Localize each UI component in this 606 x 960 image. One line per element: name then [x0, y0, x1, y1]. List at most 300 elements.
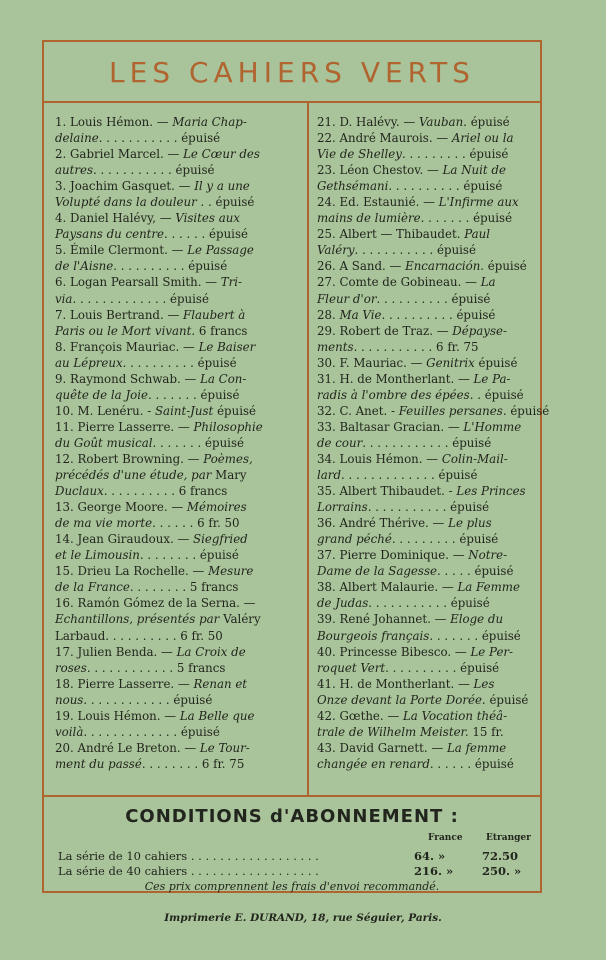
catalog-line [55, 563, 298, 579]
line-leader: . . . . . . . . . [391, 532, 456, 547]
line-author: 11. Pierre Lasserre. — [55, 419, 194, 434]
line-leader: . . . . . . . . . . . . . [83, 724, 178, 739]
line-author: 40. Princesse Bibesco. — [317, 644, 471, 659]
line-title: Tri- [220, 275, 243, 290]
catalog-line [317, 595, 534, 611]
line-title: via [55, 291, 73, 306]
line-status: épuisé [487, 259, 527, 274]
line-author: 33. Baltasar Gracian. — [317, 419, 464, 434]
line-author: 7. Louis Bertrand. — [55, 307, 184, 322]
line-leader: . . . . . . . . . . . [353, 339, 433, 354]
line-status: 15 fr. [472, 724, 504, 739]
catalog-line [55, 146, 298, 162]
catalog-line [317, 323, 534, 339]
line-title: Echantillons, présentés par [55, 612, 220, 627]
line-title: Les Princes [456, 484, 526, 499]
catalog-line [317, 210, 534, 226]
line-leader: . . . . . . . [152, 435, 202, 450]
line-title: Valéry [317, 243, 355, 258]
catalog-line [55, 307, 298, 323]
catalog-line [317, 435, 534, 451]
line-author: 37. Pierre Dominique. — [317, 548, 469, 563]
line-title: L'Infirme aux [438, 195, 519, 210]
line-author: 30. F. Mauriac. — [317, 355, 427, 370]
catalog-line [317, 387, 534, 403]
line-title: La Nuit de [442, 163, 506, 178]
catalog-line [55, 387, 298, 403]
line-author: 21. D. Halévy. — [317, 115, 419, 129]
line-leader: . . . . . . [429, 756, 472, 771]
title-rule [44, 101, 540, 103]
catalog-line [55, 756, 298, 772]
catalog-line [317, 178, 534, 194]
line-title: nous [55, 692, 84, 707]
catalog-line [55, 611, 298, 627]
line-title: Colin-Mail- [441, 451, 508, 466]
line-author: 29. Robert de Traz. — [317, 323, 453, 338]
line-author: 31. H. de Montherlant. — [317, 371, 474, 386]
catalog-line [55, 355, 298, 371]
line-title: Flaubert à [183, 307, 246, 322]
line-title: Onze devant la Porte Dorée. [317, 692, 486, 707]
etranger-header: Etranger [486, 833, 531, 843]
catalog-line [55, 130, 298, 146]
line-status: épuisé [446, 500, 490, 515]
line-author: 18. Pierre Lasserre. — [55, 676, 194, 691]
line-status: épuisé [433, 243, 476, 258]
line-leader: . . . . . . . . [141, 756, 199, 771]
catalog-line [55, 547, 298, 563]
line-title: Siegfried [193, 532, 248, 547]
line-leader: Valéry [219, 612, 261, 627]
line-author: 17. Julien Benda. — [55, 644, 177, 659]
line-leader: . . . . . . . . . . [113, 259, 185, 274]
line-title: La Croix de [176, 644, 246, 659]
line-status: épuisé [465, 147, 509, 162]
catalog-line [55, 291, 298, 307]
price-etranger: 250. » [482, 864, 522, 878]
line-leader: . . . . . . . . . . . . . [72, 291, 167, 306]
line-title: Renan et [193, 676, 248, 691]
line-status: épuisé [510, 403, 550, 418]
line-title: Le Baiser [198, 339, 256, 354]
line-leader: . . . . . . . . . . [103, 484, 175, 499]
line-leader: . . . . . . . . . . [381, 307, 453, 322]
line-title: au Lépreux [55, 355, 123, 370]
line-status: 5 francs [186, 580, 239, 595]
line-title: Bourgeois français [317, 628, 430, 643]
line-title: Maria Chap- [172, 115, 247, 129]
line-title: de la France [55, 580, 130, 595]
line-title: Dépayse- [452, 323, 507, 338]
catalog-line [317, 355, 534, 371]
line-status: 6 francs [174, 484, 228, 499]
line-author: 15. Drieu La Rochelle. — [55, 564, 209, 579]
line-title: Poèmes, [203, 451, 253, 466]
line-leader: . [191, 323, 196, 338]
catalog-line [317, 467, 534, 483]
line-leader: . . . . . . . . . [401, 147, 466, 162]
catalog-line [317, 676, 534, 692]
line-title: Philosophie [193, 419, 263, 434]
line-author: 28. [317, 307, 340, 322]
line-title: Le Passage [187, 243, 254, 258]
line-author: 14. Jean Giraudoux. — [55, 532, 194, 547]
line-status: épuisé [193, 355, 237, 370]
line-status: épuisé [456, 660, 500, 675]
line-title: du Goût musical [55, 435, 153, 450]
line-status: épuisé [217, 403, 257, 418]
line-title: Saint-Just [154, 403, 214, 418]
line-title: trale de Wilhelm Meister. [317, 724, 469, 739]
line-leader: . . . . . [437, 564, 471, 579]
catalog-line [55, 451, 298, 467]
line-title: Le Tour- [199, 740, 250, 755]
line-title: de l'Aisne [55, 259, 114, 274]
line-title: La Vocation théâ- [402, 708, 508, 723]
line-leader: . . . . . . . . . . [388, 179, 460, 194]
line-status: épuisé [201, 435, 244, 450]
catalog-line [55, 676, 298, 692]
conditions-rule [44, 795, 540, 797]
line-status: épuisé [177, 131, 221, 146]
catalog-line [317, 162, 534, 178]
line-status: épuisé [478, 628, 521, 643]
line-title: La Con- [200, 371, 247, 386]
catalog-line [317, 628, 534, 644]
line-status: épuisé [452, 307, 496, 322]
line-author: 32. C. Anet. - [317, 403, 399, 418]
line-title: grand péché [317, 532, 392, 547]
line-author: 16. Ramón Gómez de la Serna. — [55, 596, 256, 611]
line-status: épuisé [434, 468, 478, 483]
catalog-line [317, 644, 534, 660]
line-author: 34. Louis Hémon. — [317, 451, 442, 466]
line-author: 42. Gœthe. — [317, 708, 403, 723]
catalog-line [55, 323, 298, 339]
line-author: 5. Émile Clermont. — [55, 243, 188, 258]
line-leader: . . . . . . . [429, 628, 479, 643]
line-title: Le plus [448, 516, 492, 531]
line-title: ment du passé [55, 756, 142, 771]
line-author: 2. Gabriel Marcel. — [55, 147, 184, 162]
line-author: 38. Albert Malaurie. — [317, 580, 458, 595]
line-title: roses [55, 660, 87, 675]
catalog-line [317, 307, 534, 323]
catalog-line [55, 435, 298, 451]
line-status: épuisé [166, 291, 209, 306]
line-author: 8. François Mauriac. — [55, 339, 199, 354]
line-leader: . . . . . . . . . . . . . [341, 468, 435, 483]
line-title: La femme [446, 740, 507, 755]
catalog-line [317, 339, 534, 355]
line-author: 43. David Garnett. — [317, 740, 447, 755]
line-title: roquet Vert [317, 660, 386, 675]
line-title: delaine [55, 131, 99, 146]
line-status: épuisé [489, 692, 529, 707]
catalog-line [55, 724, 298, 740]
line-title: voilà [55, 724, 84, 739]
catalog-line [317, 692, 534, 708]
line-title: L'Homme [463, 419, 522, 434]
catalog-line [317, 756, 534, 772]
catalog-line [317, 419, 534, 435]
line-title: lard [317, 468, 341, 483]
line-status: épuisé [169, 692, 213, 707]
line-status: épuisé [177, 724, 220, 739]
line-title: Mesure [208, 564, 254, 579]
price-row-label: La série de 10 cahiers . . . . . . . . . . . . . . . . . . [58, 849, 319, 863]
line-title: autres [55, 163, 94, 178]
line-status: épuisé [455, 532, 499, 547]
line-title: Le Pa- [473, 371, 511, 386]
catalog-line [317, 226, 534, 242]
catalog-right-column [317, 114, 550, 772]
catalog-line [317, 130, 534, 146]
catalog-line [55, 178, 298, 194]
line-status: épuisé [171, 163, 215, 178]
catalog-line [55, 499, 298, 515]
line-leader: . . . . . . . [148, 387, 197, 402]
catalog-line [317, 146, 534, 162]
line-title: de ma vie morte [55, 516, 153, 531]
column-divider [307, 103, 309, 795]
line-title: Paris ou le Mort vivant [55, 323, 192, 338]
line-title: Vie de Shelley [317, 147, 402, 162]
line-leader: . . . . . . . . [129, 580, 187, 595]
catalog-line [317, 403, 550, 419]
catalog-line [55, 740, 298, 756]
line-title: Les [473, 676, 495, 691]
line-leader: . . . . . . . . [139, 548, 197, 563]
line-status: 6 fr. 50 [193, 516, 240, 531]
line-leader: . . . . . . . . . . [105, 628, 177, 643]
catalog-line [55, 162, 298, 178]
line-title: Gethsémani [317, 179, 389, 194]
catalog-line [55, 274, 298, 290]
line-title: Feuilles persanes. [398, 403, 507, 418]
catalog-line [317, 258, 534, 274]
catalog-line [317, 499, 534, 515]
catalog-line [317, 708, 534, 724]
line-leader: . . . . . . . . . . [385, 660, 457, 675]
line-title: précédés d'une étude, par [55, 468, 212, 483]
price-france: 64. » [414, 849, 446, 863]
line-author: 3. Joachim Gasquet. — [55, 179, 195, 194]
catalog-line [317, 274, 534, 290]
catalog-line [317, 724, 534, 740]
line-author: 4. Daniel Halévy, — [55, 211, 176, 226]
line-status: épuisé [459, 179, 503, 194]
catalog-line [55, 660, 298, 676]
catalog-line [55, 258, 298, 274]
page-frame [42, 40, 550, 893]
line-status: épuisé [447, 596, 490, 611]
catalog-line [55, 226, 298, 242]
line-title: Paul [464, 227, 491, 242]
line-title: Paysans du centre [55, 227, 165, 242]
line-status: épuisé [211, 195, 255, 210]
line-leader: . . . . . . . . . . [376, 291, 448, 306]
line-leader: . . [196, 195, 212, 210]
line-author: 35. Albert Thibaudet. - [317, 484, 457, 499]
catalog-line [55, 339, 298, 355]
line-title: Duclaux [55, 484, 104, 499]
line-author: 27. Comte de Gobineau. — [317, 275, 481, 290]
line-status: 6 fr. 50 [176, 628, 223, 643]
line-status: épuisé [196, 548, 239, 563]
line-title: Encarnación. [405, 259, 485, 274]
line-status: 6 fr. 75 [198, 756, 245, 771]
line-title: et le Limousin [55, 548, 140, 563]
line-status: épuisé [470, 115, 510, 129]
line-title: Genitrix [426, 355, 475, 370]
line-title: de cour [317, 435, 363, 450]
line-author: 19. Louis Hémon. — [55, 708, 180, 723]
catalog-line [317, 194, 534, 210]
price-france: 216. » [414, 864, 454, 878]
line-title: Le Cœur des [183, 147, 260, 162]
catalog-line [55, 194, 298, 210]
line-status: 5 francs [173, 660, 226, 675]
line-title: quête de la Joie [55, 387, 149, 402]
line-leader: Mary [211, 468, 247, 483]
price-etranger: 72.50 [482, 849, 519, 863]
catalog-line [55, 595, 298, 611]
catalog-line [317, 660, 534, 676]
line-status: épuisé [447, 291, 491, 306]
line-title: Le Per- [470, 644, 514, 659]
line-author: 1. Louis Hémon. — [55, 115, 173, 129]
line-leader: . . . . . . . . . . . [93, 163, 172, 178]
line-leader: . . . . . . . . . . . . [86, 660, 174, 675]
line-author: 39. René Johannet. — [317, 612, 451, 627]
line-status: épuisé [205, 227, 248, 242]
line-title: Visites aux [175, 211, 240, 226]
catalog-line [317, 242, 534, 258]
series-title: LES CAHIERS VERTS [109, 56, 475, 89]
catalog-line [55, 419, 298, 435]
catalog-line [317, 611, 534, 627]
line-status: 6 francs [195, 323, 248, 338]
catalog-line [317, 579, 534, 595]
catalog-line [55, 114, 298, 130]
line-leader: . . . . . . . [420, 211, 470, 226]
line-status: épuisé [471, 756, 514, 771]
catalog-line [317, 451, 534, 467]
catalog-line [317, 114, 534, 130]
line-author: 24. Ed. Estaunié. — [317, 195, 439, 210]
catalog-line [317, 291, 534, 307]
line-author: 36. André Thérive. — [317, 516, 449, 531]
catalog-line [55, 242, 298, 258]
line-status: épuisé [184, 259, 228, 274]
line-leader: . . . . . . . . . . . [98, 131, 178, 146]
line-title: Volupté dans la douleur [55, 195, 197, 210]
line-status: épuisé [480, 387, 524, 402]
line-title: changée en renard [317, 756, 430, 771]
france-header: France [428, 833, 463, 843]
catalog-line [55, 628, 298, 644]
catalog-line [55, 483, 298, 499]
line-title: Notre- [468, 548, 508, 563]
line-title: mains de lumière [317, 211, 421, 226]
line-author: 12. Robert Browning. — [55, 451, 204, 466]
line-leader: . . . . . . [164, 227, 206, 242]
line-title: Fleur d'or [317, 291, 377, 306]
line-author: 10. M. Lenéru. - [55, 403, 155, 418]
line-title: Il y a une [194, 179, 250, 194]
line-leader: . . . . . . . . . . . . [83, 692, 170, 707]
price-row-label: La série de 40 cahiers . . . . . . . . . . . . . . . . . . [58, 864, 319, 878]
line-status: épuisé [196, 387, 240, 402]
line-author: Larbaud [55, 628, 106, 643]
line-author: 13. George Moore. — [55, 500, 187, 515]
catalog-line [55, 708, 298, 724]
line-author: 6. Logan Pearsall Smith. — [55, 275, 221, 290]
line-title: Mémoires [186, 500, 247, 515]
line-leader: . . . . . . . . . . [122, 355, 194, 370]
catalog-line [55, 692, 298, 708]
conditions-title: CONDITIONS d'ABONNEMENT : [125, 806, 459, 827]
line-title: Vauban. [418, 115, 467, 129]
line-title: Ariel ou la [451, 131, 514, 146]
line-title: de Judas [317, 596, 369, 611]
line-leader: . . . . . . [152, 516, 194, 531]
line-leader: . . . . . . . . . . . . [362, 435, 449, 450]
line-author: 20. André Le Breton. — [55, 740, 200, 755]
line-title: La Belle que [179, 708, 255, 723]
catalog-line [317, 547, 534, 563]
catalog-line [55, 515, 298, 531]
catalog-line [317, 740, 534, 756]
catalog-left-column [55, 114, 298, 772]
line-title: Eloge du [450, 612, 504, 627]
catalog-line [55, 210, 298, 226]
line-status: 6 fr. 75 [432, 339, 479, 354]
catalog-line [317, 483, 534, 499]
catalog-line [55, 403, 298, 419]
line-status: épuisé [470, 564, 514, 579]
line-leader: . . . . . . . . . . . [354, 243, 434, 258]
catalog-line [55, 467, 298, 483]
catalog-line [55, 371, 298, 387]
line-author: 25. Albert — Thibaudet. [317, 227, 465, 242]
line-title: Lorrains [317, 500, 368, 515]
line-author: 22. André Maurois. — [317, 131, 452, 146]
catalog-line [55, 644, 298, 660]
printer-imprint: Imprimerie E. DURAND, 18, rue Séguier, Paris. [164, 912, 442, 924]
line-title: La Femme [457, 580, 520, 595]
catalog-line [317, 563, 534, 579]
line-author: 9. Raymond Schwab. — [55, 371, 201, 386]
line-status: épuisé [448, 435, 492, 450]
line-status: épuisé [478, 355, 518, 370]
line-status: épuisé [469, 211, 513, 226]
line-leader: . . . . . . . . . . . [367, 500, 447, 515]
line-title: Ma Vie [339, 307, 382, 322]
line-title: La [480, 275, 496, 290]
catalog-line [55, 579, 298, 595]
catalog-line [317, 515, 534, 531]
line-leader: . . [469, 387, 481, 402]
line-leader: . . . . . . . . . . . [368, 596, 447, 611]
line-author: 41. H. de Montherlant. — [317, 676, 474, 691]
catalog-line [55, 531, 298, 547]
line-title: Dame de la Sagesse [317, 564, 437, 579]
line-title: radis à l'ombre des épées [317, 387, 470, 402]
line-author: 26. A Sand. — [317, 259, 406, 274]
